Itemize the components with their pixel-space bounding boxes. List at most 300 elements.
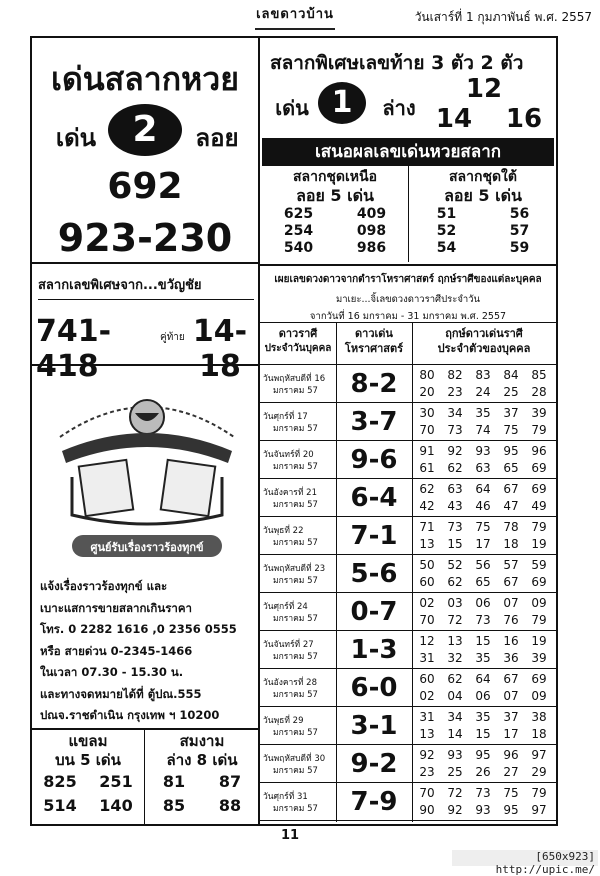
astro-row-numbers [414, 726, 556, 743]
north-rows [262, 206, 408, 257]
south-sub: ลอย 5 เด่น [444, 186, 522, 205]
astro-number: 93 [447, 748, 463, 762]
astro-number: 95 [503, 444, 519, 458]
bottom-right-rows [146, 770, 258, 818]
astro-row-month: มกราคม 57 [273, 424, 318, 434]
astro-number: 70 [419, 613, 435, 627]
astro-number: 20 [419, 385, 435, 399]
left-num-2: 923-230 [57, 216, 233, 260]
astro-row-date [260, 373, 339, 397]
astro-number: 59 [531, 558, 547, 572]
special-main: 741-418 [36, 314, 112, 384]
astro-number: 93 [475, 803, 491, 817]
astro-number: 36 [503, 651, 519, 665]
astro-row-numbers [414, 367, 556, 384]
astro-row-numbers [414, 460, 556, 477]
south-value: 59 [509, 240, 530, 256]
complaint-line: ปณจ.ราชดำเนิน กรุงเทพ ฯ 10200 [40, 708, 220, 722]
publication-title: เลขดาวบ้าน [255, 4, 335, 30]
astro-number: 95 [475, 748, 491, 762]
astro-number: 03 [447, 596, 463, 610]
north-value: 409 [356, 206, 387, 222]
astro-number: 06 [475, 689, 491, 703]
astro-number: 50 [419, 558, 435, 572]
astro-row-numbers [414, 671, 556, 688]
right-num-1: 12 [465, 74, 503, 104]
astro-number: 39 [531, 406, 547, 420]
left-den-digit: 2 [132, 109, 158, 150]
astro-number: 07 [503, 689, 519, 703]
astro-number: 02 [419, 689, 435, 703]
bottom-right-row [146, 770, 258, 794]
astro-number: 18 [503, 537, 519, 551]
complaint-text [40, 576, 252, 727]
astro-row-numbers [414, 481, 556, 498]
south-value: 52 [436, 223, 457, 239]
special-pair-label: คู่ท้าย [160, 332, 185, 343]
astro-header [260, 266, 556, 322]
bottom-right-value: 81 [162, 772, 186, 791]
astro-number: 31 [419, 651, 435, 665]
south-value: 54 [436, 240, 457, 256]
astro-row-numbers [414, 443, 556, 460]
astro-row-month: มกราคม 57 [273, 804, 318, 814]
left-top-panel [32, 38, 258, 262]
bottom-right [146, 732, 258, 824]
astro-row [260, 669, 556, 707]
right-lang-label: ล่าง [382, 96, 416, 120]
right-den-digit: 1 [331, 85, 353, 120]
south-row [410, 206, 556, 223]
astro-number: 62 [419, 482, 435, 496]
bottom-left-row [32, 770, 144, 794]
astro-col2-head-l1: ดาวเด่น [355, 327, 393, 340]
astro-row [260, 555, 556, 593]
astro-row-numbers [414, 747, 556, 764]
astro-number: 14 [447, 727, 463, 741]
astro-row-pair: 1-3 [350, 635, 398, 665]
right-num-2: 14 [435, 104, 473, 134]
astro-number: 46 [475, 499, 491, 513]
special-panel [32, 264, 258, 384]
astro-row-numbers [414, 612, 556, 629]
astro-row-numbers [414, 785, 556, 802]
astro-row-month: มกราคม 57 [273, 614, 318, 624]
astro-number: 47 [503, 499, 519, 513]
astro-number: 95 [503, 803, 519, 817]
offer-split [408, 166, 409, 262]
right-den-label: เด่น [275, 96, 309, 120]
astro-number: 35 [475, 710, 491, 724]
astro-row-month: มกราคม 57 [273, 690, 318, 700]
astro-row-pair: 3-1 [350, 711, 398, 741]
astro-row-day: วันจันทร์ที่ 27 [263, 640, 314, 650]
astro-row-day: วันศุกร์ที่ 17 [263, 412, 308, 422]
astro-row-numbers [414, 595, 556, 612]
astro-number: 65 [475, 575, 491, 589]
astro-row-numbers [414, 405, 556, 422]
astro-row-numbers [414, 764, 556, 781]
astro-number: 13 [419, 537, 435, 551]
astro-number: 17 [503, 727, 519, 741]
north-value: 625 [283, 206, 314, 222]
south-row [410, 240, 556, 257]
astro-row [260, 631, 556, 669]
astro-number: 72 [447, 786, 463, 800]
astro-number: 83 [475, 368, 491, 382]
astro-number: 92 [419, 748, 435, 762]
astro-number: 75 [475, 520, 491, 534]
astro-row-pair: 9-2 [350, 749, 398, 779]
offer-bar: เสนอผลเลขเด่นหวยสลาก [262, 138, 554, 166]
astro-number: 79 [531, 613, 547, 627]
astro-row-day: วันศุกร์ที่ 24 [263, 602, 308, 612]
astro-number: 60 [419, 672, 435, 686]
astro-number: 69 [531, 575, 547, 589]
astro-number: 04 [447, 689, 463, 703]
astro-number: 23 [419, 765, 435, 779]
north-sub: ลอย 5 เด่น [296, 186, 374, 205]
astro-number: 70 [419, 786, 435, 800]
bottom-right-sub: ล่าง 8 เด่น [166, 751, 238, 769]
astro-number: 27 [503, 765, 519, 779]
astro-row [260, 365, 556, 403]
astro-row-day: วันอังคารที่ 28 [263, 678, 317, 688]
astro-row-pair: 5-6 [350, 559, 398, 589]
astro-number: 63 [447, 482, 463, 496]
astro-number: 67 [503, 672, 519, 686]
astro-row-month: มกราคม 57 [273, 386, 318, 396]
astro-number: 25 [503, 385, 519, 399]
astro-sub1: มาเยะ...จิ้เลขดวงดาวราศีประจำวัน [335, 294, 481, 305]
astro-number: 91 [419, 444, 435, 458]
astro-number: 28 [531, 385, 547, 399]
complaint-line: โทร. 0 2282 1616 ,0 2356 0555 [40, 622, 237, 636]
special-pair: 14-18 [192, 314, 248, 384]
astro-number: 17 [475, 537, 491, 551]
astro-number: 79 [531, 423, 547, 437]
astro-row-numbers [414, 536, 556, 553]
astro-row-day: วันพฤหัสบดีที่ 30 [263, 754, 326, 764]
north-list [262, 168, 408, 262]
astro-row-day: วันพุธที่ 22 [263, 526, 304, 536]
astro-row-numbers [414, 498, 556, 515]
astro-number: 23 [447, 385, 463, 399]
left-num-1: 692 [107, 166, 183, 207]
astro-number: 42 [419, 499, 435, 513]
astro-number: 84 [503, 368, 519, 382]
astro-vline-1 [336, 322, 337, 822]
astro-row-date [260, 715, 339, 739]
astro-number: 35 [475, 406, 491, 420]
astro-row-date [260, 639, 339, 663]
north-title: สลากชุดเหนือ [292, 169, 378, 185]
north-row [262, 206, 408, 223]
astro-row-date [260, 525, 339, 549]
astro-row-date [260, 563, 339, 587]
astro-row-day: วันพุธที่ 29 [263, 716, 304, 726]
astro-row-numbers [414, 688, 556, 705]
bottom-left-value: 140 [99, 796, 133, 815]
astro-number: 24 [475, 385, 491, 399]
astro-number: 93 [475, 444, 491, 458]
astro-number: 62 [447, 461, 463, 475]
south-value: 56 [509, 206, 530, 222]
bottom-left-value: 514 [43, 796, 77, 815]
astro-number: 43 [447, 499, 463, 513]
astro-row-date [260, 449, 339, 473]
astro-number: 64 [475, 482, 491, 496]
special-title: สลากเลขพิเศษจาก...ขวัญชัย [38, 274, 254, 300]
astro-number: 30 [419, 406, 435, 420]
astro-row-date [260, 487, 339, 511]
astro-number: 79 [531, 520, 547, 534]
astro-number: 26 [475, 765, 491, 779]
astro-col1-head [260, 326, 336, 356]
bottom-right-value: 85 [162, 796, 186, 815]
astro-number: 18 [531, 727, 547, 741]
left-divider-3 [30, 728, 260, 730]
logo-caption: ศูนย์รับเรื่องราวร้องทุกข์ [90, 541, 204, 554]
astro-number: 96 [503, 748, 519, 762]
astro-number: 75 [503, 786, 519, 800]
astro-number: 72 [447, 613, 463, 627]
astro-number: 29 [531, 765, 547, 779]
astro-number: 75 [503, 423, 519, 437]
astro-number: 31 [419, 710, 435, 724]
left-den-circle [108, 104, 182, 156]
bottom-left-rows [32, 770, 144, 818]
astro-number: 65 [503, 461, 519, 475]
astro-row-pair: 9-6 [350, 445, 398, 475]
north-value: 986 [356, 240, 387, 256]
astro-row-numbers [414, 574, 556, 591]
astro-number: 09 [531, 596, 547, 610]
astro-number: 39 [531, 651, 547, 665]
left-top-title: เด่นสลากหวย [51, 60, 239, 98]
south-title: สลากชุดใต้ [449, 169, 517, 185]
astro-row-numbers [414, 557, 556, 574]
astro-row-day: วันพฤหัสบดีที่ 23 [263, 564, 326, 574]
astro-row-month: มกราคม 57 [273, 538, 318, 548]
astro-number: 15 [475, 634, 491, 648]
astro-number: 13 [447, 634, 463, 648]
astro-col2-head [336, 326, 412, 356]
astro-row-day: วันจันทร์ที่ 20 [263, 450, 314, 460]
astro-col3-head-l2: ประจำตัวของบุคคล [437, 342, 531, 355]
astro-number: 63 [475, 461, 491, 475]
south-row [410, 223, 556, 240]
north-value: 254 [283, 223, 314, 239]
north-value: 540 [283, 240, 314, 256]
complaint-logo [52, 385, 242, 575]
astro-table [260, 365, 556, 821]
south-value: 51 [436, 206, 457, 222]
astro-number: 56 [475, 558, 491, 572]
astro-row [260, 707, 556, 745]
astro-row-month: มกราคม 57 [273, 766, 318, 776]
astro-row-pair: 7-9 [350, 787, 398, 817]
complaint-line: และทางจดหมายได้ที่ ตู้ปณ.555 [40, 686, 202, 701]
left-den-label: เด่น [55, 124, 97, 152]
astro-row-numbers [414, 802, 556, 819]
astro-number: 37 [503, 710, 519, 724]
astro-number: 97 [531, 748, 547, 762]
astro-number: 78 [503, 520, 519, 534]
north-row [262, 240, 408, 257]
right-top-panel [260, 38, 556, 138]
astro-row-date [260, 753, 339, 777]
astro-number: 73 [475, 786, 491, 800]
astro-number: 69 [531, 461, 547, 475]
astro-number: 80 [419, 368, 435, 382]
astro-number: 09 [531, 689, 547, 703]
bottom-left-title: แขลม [68, 732, 108, 750]
astro-row-pair: 6-0 [350, 673, 398, 703]
astro-row-numbers [414, 519, 556, 536]
astro-number: 19 [531, 537, 547, 551]
astro-number: 15 [447, 537, 463, 551]
astro-number: 61 [419, 461, 435, 475]
astro-row-day: วันพฤหัสบดีที่ 16 [263, 374, 326, 384]
astro-row-numbers [414, 384, 556, 401]
astro-row [260, 593, 556, 631]
astro-number: 57 [503, 558, 519, 572]
astro-row-date [260, 411, 339, 435]
astro-row-numbers [414, 633, 556, 650]
astro-row-numbers [414, 422, 556, 439]
complaint-line: ในเวลา 07.30 - 15.30 น. [40, 665, 184, 679]
astro-number: 64 [475, 672, 491, 686]
astro-number: 69 [531, 482, 547, 496]
astro-number: 82 [447, 368, 463, 382]
bottom-left-value: 251 [99, 772, 133, 791]
astro-head-line [258, 322, 558, 323]
north-row [262, 223, 408, 240]
astro-number: 67 [503, 482, 519, 496]
right-num-3: 16 [505, 104, 543, 134]
astro-row-numbers [414, 650, 556, 667]
astro-number: 69 [531, 672, 547, 686]
astro-number: 15 [475, 727, 491, 741]
astro-number: 25 [447, 765, 463, 779]
astro-number: 92 [447, 803, 463, 817]
astro-number: 70 [419, 423, 435, 437]
astro-number: 96 [531, 444, 547, 458]
astro-row-month: มกราคม 57 [273, 462, 318, 472]
north-value: 098 [356, 223, 387, 239]
astro-number: 92 [447, 444, 463, 458]
bottom-right-value: 87 [218, 772, 242, 791]
astro-col2-head-l2: โหราศาสตร์ [344, 342, 404, 355]
watermark: [650x923] http://upic.me/ [452, 850, 598, 866]
astro-row-pair: 3-7 [350, 407, 398, 437]
astro-col3-head-l1: ฤกษ์ดาวเด่นราศี [445, 327, 523, 340]
astro-number: 97 [531, 803, 547, 817]
astro-row-date [260, 791, 339, 815]
astro-number: 34 [447, 406, 463, 420]
astro-number: 62 [447, 575, 463, 589]
south-list [410, 168, 556, 262]
astro-row [260, 517, 556, 555]
bottom-left-row [32, 794, 144, 818]
issue-date: วันเสาร์ที่ 1 กุมภาพันธ์ พ.ศ. 2557 [414, 10, 592, 24]
astro-col3-head [412, 326, 556, 356]
south-value: 57 [509, 223, 530, 239]
astro-row [260, 403, 556, 441]
complaint-line: เบาะแสการขายสลากเกินราคา [40, 600, 192, 615]
right-top-title: สลากพิเศษเลขท้าย 3 ตัว 2 ตัว [270, 52, 524, 74]
astro-number: 73 [447, 423, 463, 437]
astro-number: 90 [419, 803, 435, 817]
south-rows [410, 206, 556, 257]
astro-number: 73 [475, 613, 491, 627]
astro-number: 76 [503, 613, 519, 627]
right-den-circle [318, 82, 366, 124]
left-loi-label: ลอย [195, 124, 239, 152]
astro-row-pair: 7-1 [350, 521, 398, 551]
page-number: 11 [280, 828, 300, 843]
astro-vline-2 [412, 322, 413, 822]
astro-number: 12 [419, 634, 435, 648]
bottom-right-value: 88 [218, 796, 242, 815]
astro-row [260, 441, 556, 479]
astro-number: 67 [503, 575, 519, 589]
astro-number: 85 [531, 368, 547, 382]
astro-row-pair: 6-4 [350, 483, 398, 513]
astro-number: 34 [447, 710, 463, 724]
astro-row-pair: 8-2 [350, 369, 398, 399]
bottom-split [144, 730, 145, 826]
astro-row-date [260, 677, 339, 701]
complaint-line: แจ้งเรื่องราวร้องทุกข์ และ [40, 579, 168, 593]
astro-row-month: มกราคม 57 [273, 576, 318, 586]
bottom-left [32, 732, 144, 824]
astro-row-day: วันอังคารที่ 21 [263, 488, 317, 498]
astro-row-month: มกราคม 57 [273, 728, 318, 738]
astro-title: เผยเลขดวงดาวจากตำราโหราศาสตร์ ฤกษ์ราศีของแต่ละบุคคล [274, 274, 542, 285]
astro-row-numbers [414, 709, 556, 726]
astro-number: 62 [447, 672, 463, 686]
astro-number: 49 [531, 499, 547, 513]
astro-number: 06 [475, 596, 491, 610]
complaint-line: หรือ สายด่วน 0-2345-1466 [40, 643, 193, 658]
astro-row [260, 783, 556, 821]
bottom-right-title: สมงาม [179, 732, 225, 750]
astro-number: 19 [531, 634, 547, 648]
astro-number: 71 [419, 520, 435, 534]
astro-sub2: จากวันที่ 16 มกราคม - 31 มกราคม พ.ศ. 2557 [309, 311, 507, 322]
astro-number: 07 [503, 596, 519, 610]
astro-number: 16 [503, 634, 519, 648]
astro-col1-head-l1: ดาวราศี [278, 327, 318, 340]
astro-number: 74 [475, 423, 491, 437]
astro-number: 02 [419, 596, 435, 610]
astro-number: 60 [419, 575, 435, 589]
astro-row-date [260, 601, 339, 625]
astro-row-month: มกราคม 57 [273, 500, 318, 510]
astro-number: 32 [447, 651, 463, 665]
astro-number: 35 [475, 651, 491, 665]
astro-row [260, 745, 556, 783]
astro-number: 38 [531, 710, 547, 724]
astro-row-month: มกราคม 57 [273, 652, 318, 662]
astro-row-day: วันศุกร์ที่ 31 [263, 792, 308, 802]
bottom-left-value: 825 [43, 772, 77, 791]
bottom-left-sub: บน 5 เด่น [55, 751, 121, 769]
astro-number: 79 [531, 786, 547, 800]
astro-number: 13 [419, 727, 435, 741]
